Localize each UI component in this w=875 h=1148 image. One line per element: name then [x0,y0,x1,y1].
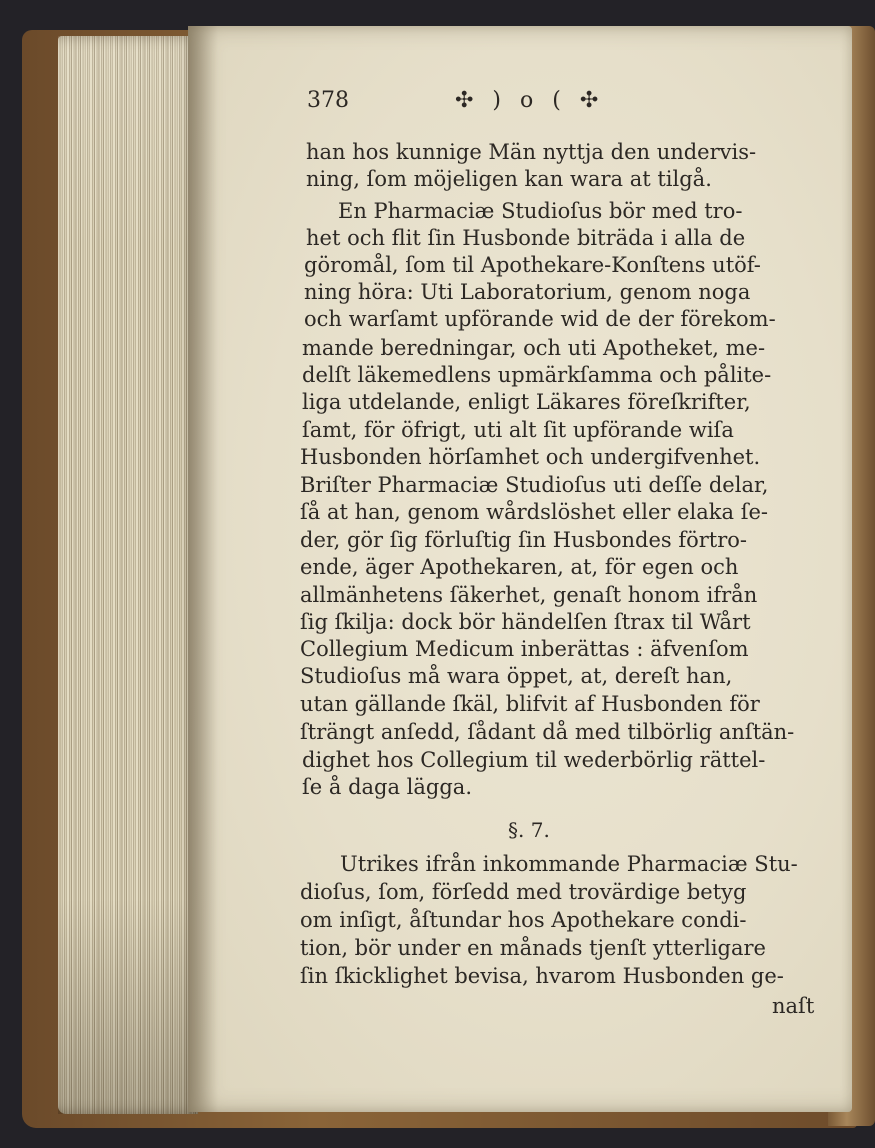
page-header [307,88,757,124]
text-line: göromål, ſom til Apothekare-Konſtens utöf- [304,253,761,277]
text-line: om inſigt, åſtundar hos Apothekare condi- [300,908,747,932]
page-number: 378 [307,88,349,113]
page-edges-shadow [58,36,198,1114]
text-line: ſig ſkilja: dock bör händelſen ſtrax til Wårt [300,610,751,634]
running-head: ✣ ) o ( ✣ [455,88,605,113]
text-line: allmänhetens ſäkerhet, genaſt honom ifrån [300,583,758,607]
text-line: der, gör ſig förluſtig ſin Husbondes förtro- [300,528,748,552]
text-line: dighet hos Collegium til wederbörlig rättel- [302,748,766,772]
body-text [300,140,815,1000]
text-line: Utrikes ifrån inkommande Pharmaciæ Stu- [340,852,798,876]
section-mark: §. 7. [508,818,550,842]
text-line: mande beredningar, och uti Apotheket, me- [302,336,766,360]
text-line: Studioſus må wara öppet, at, dereſt han, [300,664,733,688]
catchword: naſt [772,994,815,1018]
text-line: ſin ſkicklighet bevisa, hvarom Husbonden ge- [300,964,784,988]
text-line: utan gällande ſkäl, blifvit af Husbonden för [300,692,760,716]
text-line: ning höra: Uti Laboratorium, genom noga [304,280,751,304]
text-line: ſe å daga lägga. [302,775,472,799]
text-line: ende, äger Apothekaren, at, för egen och [300,555,739,579]
text-line: En Pharmaciæ Studioſus bör med tro- [338,199,743,223]
text-line: och warſamt upförande wid de der förekom- [304,307,776,331]
text-line: delſt läkemedlens upmärkſamma och pålite- [302,363,772,387]
text-line: ſamt, för öfrigt, uti alt ſit upförande wiſa [302,418,734,442]
page-gutter [188,26,218,1112]
text-line: het och flit ſin Husbonde biträda i alla de [306,226,746,250]
text-line: liga utdelande, enligt Läkares föreſkrifter, [302,390,751,414]
text-line: ſå at han, genom wårdslöshet eller elaka ſe- [300,500,768,524]
text-line: Collegium Medicum inberättas : äfvenſom [300,637,749,661]
text-line: Husbonden hörſamhet och undergifvenhet. [300,445,761,469]
text-line: han hos kunnige Män nyttja den undervis- [306,140,757,164]
text-line: Briſter Pharmaciæ Studioſus uti deſſe delar, [300,473,769,497]
text-line: ning, ſom möjeligen kan wara at tilgå. [306,167,712,191]
text-line: dioſus, ſom, förſedd med trovärdige betyg [300,880,747,904]
text-line: ſträngt anſedd, ſådant då med tilbörlig anſtän- [300,720,795,744]
text-line: tion, bör under en månads tjenſt ytterligare [300,936,766,960]
